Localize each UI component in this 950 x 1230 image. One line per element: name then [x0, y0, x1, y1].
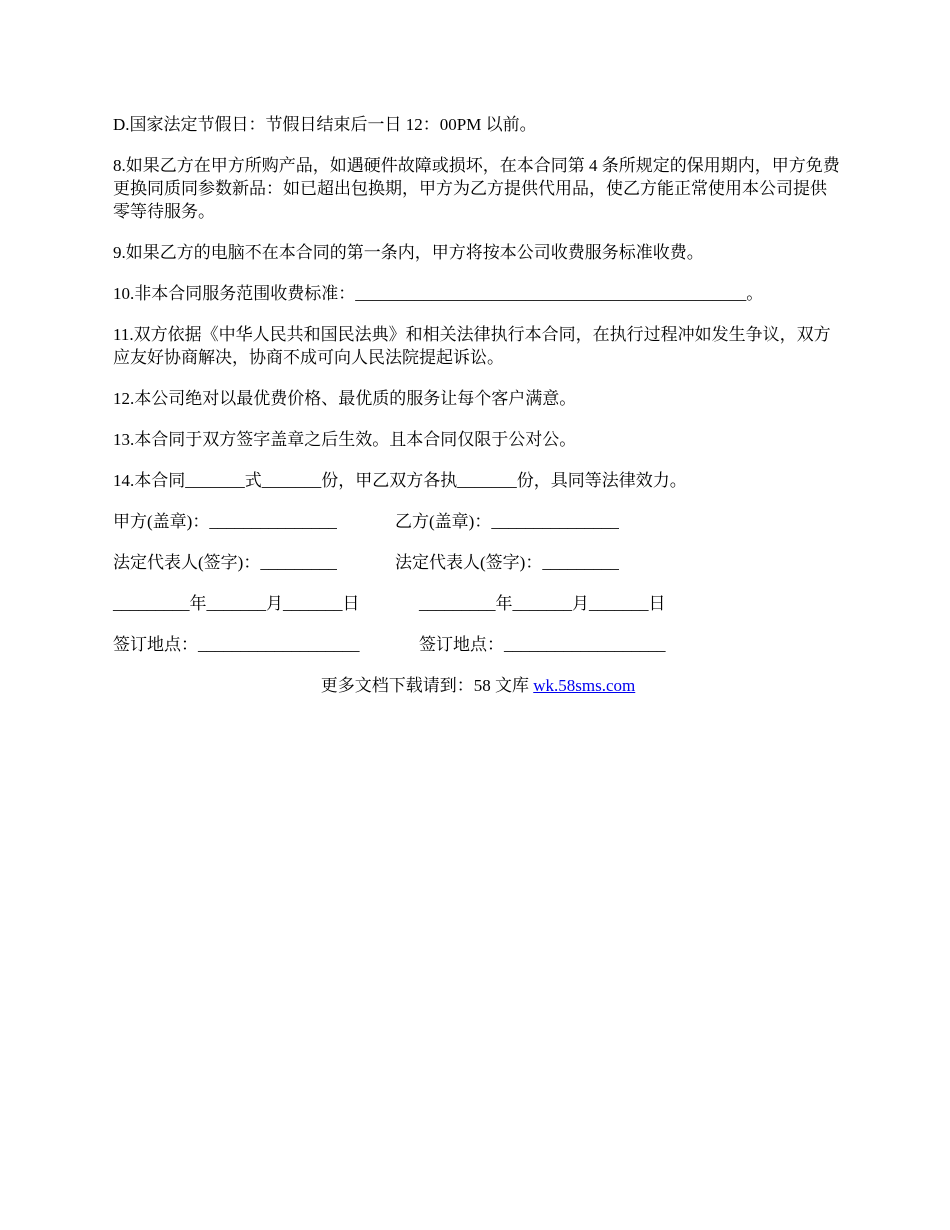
- representative-row: [113, 551, 843, 574]
- party-b-place: 签订地点：___________________: [419, 635, 666, 654]
- document-page: [113, 113, 843, 697]
- party-a-representative: 法定代表人(签字)：_________: [113, 553, 337, 572]
- footer: [113, 674, 843, 697]
- clause-13-effective: 13.本合同于双方签字盖章之后生效。且本合同仅限于公对公。: [113, 430, 577, 449]
- footer-text: 更多文档下载请到：58 文库: [320, 676, 534, 695]
- clause-10-out-of-scope: 10.非本合同服务范围收费标准：______________________________________________。: [113, 284, 764, 303]
- clause-8-warranty: 8.如果乙方在甲方所购产品，如遇硬件故障或损坏，在本合同第 4 条所规定的保用期内，甲方免费更换同质同参数新品：如已超出包换期，甲方为乙方提供代用品，使乙方能正常使用本公司提供零等待服务。: [113, 156, 840, 221]
- party-a-date: _________年_______月_______日: [113, 594, 360, 613]
- party-b-representative: 法定代表人(签字)：_________: [395, 553, 619, 572]
- clause-14-copies: 14.本合同_______式_______份，甲乙双方各执_______份，具同等法律效力。: [113, 471, 687, 490]
- date-row: [113, 592, 843, 615]
- place-row: [113, 633, 843, 656]
- party-a-seal: 甲方(盖章)：_______________: [113, 512, 337, 531]
- party-a-place: 签订地点：___________________: [113, 635, 360, 654]
- clause-9-fees: 9.如果乙方的电脑不在本合同的第一条内，甲方将按本公司收费服务标准收费。: [113, 243, 704, 262]
- party-b-seal: 乙方(盖章)：_______________: [395, 512, 619, 531]
- clause-12-satisfaction: 12.本公司绝对以最优费价格、最优质的服务让每个客户满意。: [113, 389, 577, 408]
- seal-row: [113, 510, 843, 533]
- clause-11-law: 11.双方依据《中华人民共和国民法典》和相关法律执行本合同，在执行过程冲如发生争议，双方应友好协商解决，协商不成可向人民法院提起诉讼。: [113, 325, 831, 367]
- clause-d-holiday: D.国家法定节假日：节假日结束后一日 12：00PM 以前。: [113, 115, 537, 134]
- party-b-date: _________年_______月_______日: [419, 594, 666, 613]
- footer-link[interactable]: wk.58sms.com: [533, 676, 636, 695]
